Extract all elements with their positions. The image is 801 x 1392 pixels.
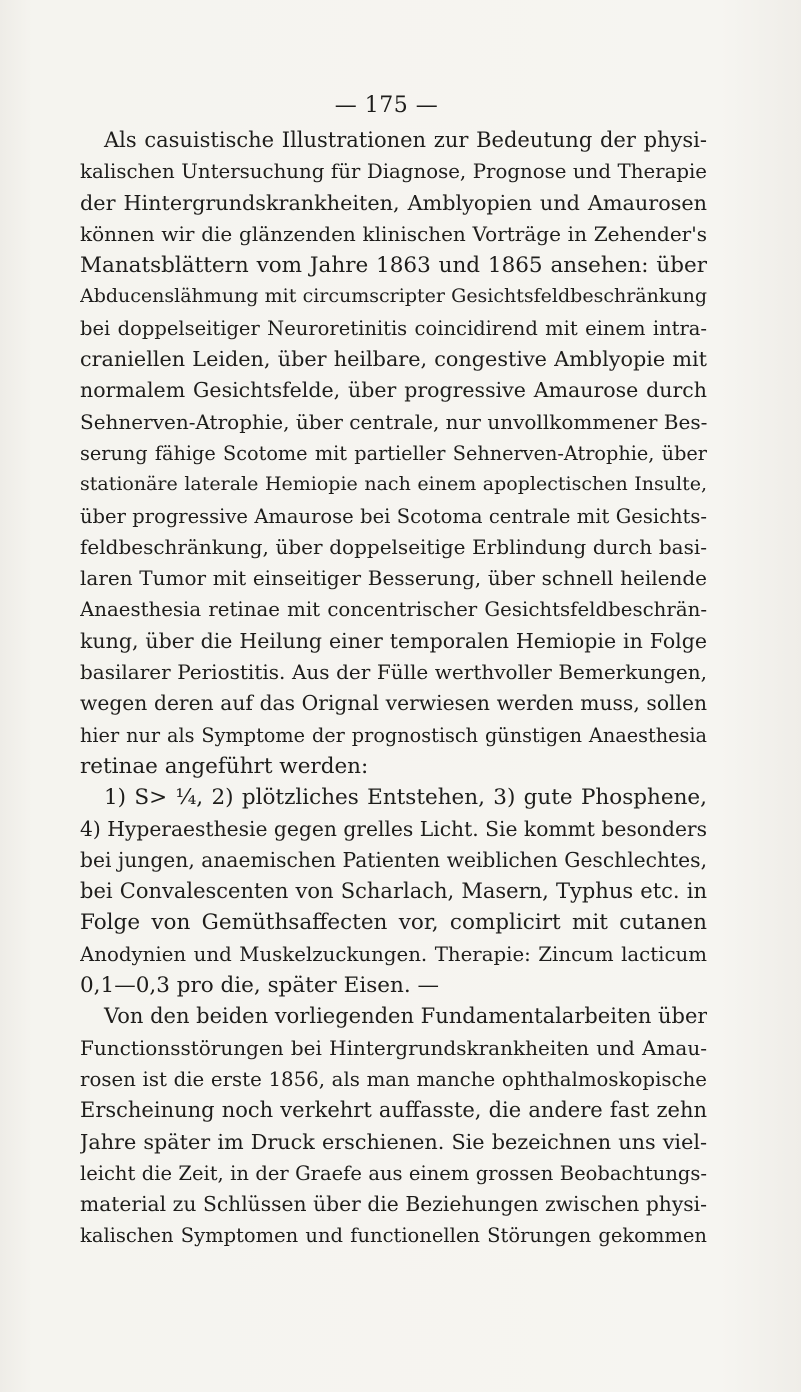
text-line: 4) Hyperaesthesie gegen grelles Licht. Sie kommt besonders bbox=[80, 816, 707, 841]
text-line: normalem Gesichtsfelde, über progressive Amaurose durch bbox=[80, 378, 707, 403]
text-line: material zu Schlüssen über die Beziehungen zwischen physi- bbox=[80, 1192, 707, 1217]
text-line: craniellen Leiden, über heilbare, congestive Amblyopie mit bbox=[80, 347, 707, 372]
text-line: stationäre laterale Hemiopie nach einem apoplectischen Insulte, bbox=[80, 473, 707, 496]
text-line: Sehnerven-Atrophie, über centrale, nur unvollkommener Bes- bbox=[80, 409, 707, 434]
text-line: leicht die Zeit, in der Graefe aus einem grossen Beobachtungs- bbox=[80, 1161, 707, 1185]
body-text bbox=[80, 125, 707, 1252]
text-line: serung fähige Scotome mit partieller Sehnerven-Atrophie, über bbox=[80, 441, 707, 465]
text-line: kalischen Symptomen und functionellen Störungen gekommen bbox=[80, 1224, 707, 1248]
text-line: Als casuistische Illustrationen zur Bedeutung der physi- bbox=[104, 128, 707, 152]
text-line: retinae angeführt werden: bbox=[80, 753, 369, 779]
text-line: basilarer Periostitis. Aus der Fülle werthvoller Bemerkungen, bbox=[80, 660, 707, 685]
text-line: 1) S> ¼, 2) plötzliches Entstehen, 3) gute Phosphene, bbox=[104, 785, 707, 811]
text-line: kalischen Untersuchung für Diagnose, Prognose und Therapie bbox=[80, 160, 707, 184]
text-line: Manatsblättern vom Jahre 1863 und 1865 ansehen: über bbox=[80, 253, 707, 279]
text-line: bei jungen, anaemischen Patienten weiblichen Geschlechtes, bbox=[80, 847, 707, 872]
page-number: — 175 — bbox=[334, 93, 439, 118]
text-line: bei Convalescenten von Scharlach, Masern, Typhus etc. in bbox=[80, 879, 707, 904]
text-line: können wir die glänzenden klinischen Vorträge in Zehender's bbox=[80, 221, 707, 246]
text-line: kung, über die Heilung einer temporalen Hemiopie in Folge bbox=[80, 628, 707, 653]
text-line: der Hintergrundskrankheiten, Amblyopien und Amaurosen bbox=[80, 190, 707, 215]
text-line: feldbeschränkung, über doppelseitige Erblindung durch basi- bbox=[80, 534, 707, 559]
text-line: 0,1—0,3 pro die, später Eisen. — bbox=[80, 973, 440, 999]
text-line: Anodynien und Muskelzuckungen. Therapie: Zincum lacticum bbox=[80, 942, 707, 966]
text-line: Functionsstörungen bei Hintergrundskrankheiten und Amau- bbox=[80, 1035, 707, 1060]
text-line: bei doppelseitiger Neuroretinitis coincidirend mit einem intra- bbox=[80, 316, 707, 340]
text-line: rosen ist die erste 1856, als man manche ophthalmoskopische bbox=[80, 1067, 707, 1091]
text-line: Folge von Gemüthsaffecten vor, complicirt mit cutanen bbox=[80, 910, 707, 936]
text-line: Von den beiden vorliegenden Fundamentalarbeiten über bbox=[104, 1004, 707, 1029]
text-line: Abducenslähmung mit circumscripter Gesichtsfeldbeschränkung bbox=[80, 285, 707, 308]
text-line: hier nur als Symptome der prognostisch günstigen Anaesthesia bbox=[80, 723, 707, 747]
text-line: Anaesthesia retinae mit concentrischer Gesichtsfeldbeschrän- bbox=[80, 598, 707, 622]
text-line: laren Tumor mit einseitiger Besserung, über schnell heilende bbox=[80, 566, 707, 591]
text-line: wegen deren auf das Orignal verwiesen werden muss, sollen bbox=[80, 691, 707, 716]
text-line: Erscheinung noch verkehrt auffasste, die andere fast zehn bbox=[80, 1098, 707, 1123]
text-line: über progressive Amaurose bei Scotoma centrale mit Gesichts- bbox=[80, 504, 707, 528]
text-line: Jahre später im Druck erschienen. Sie bezeichnen uns viel- bbox=[80, 1129, 707, 1154]
